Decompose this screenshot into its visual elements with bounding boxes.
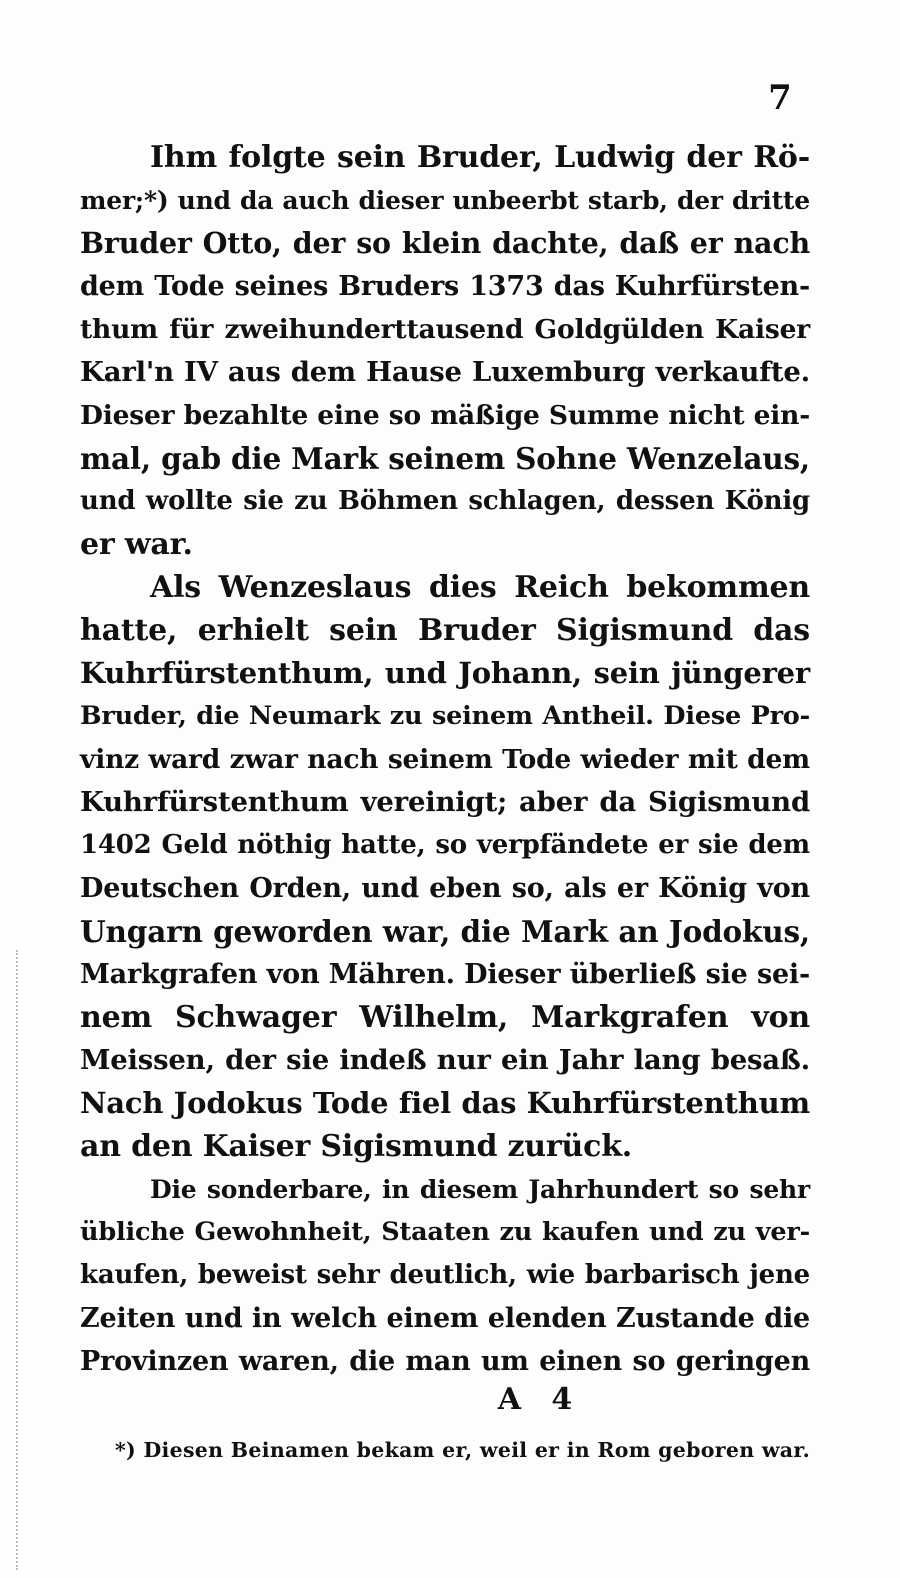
page-number: 7 — [768, 78, 792, 118]
text-line: nem Schwager Wilhelm, Markgrafen von — [80, 1000, 810, 1035]
text-line: thum für zweihunderttausend Goldgülden Kaiser — [80, 314, 810, 345]
signature-mark: A 4 — [497, 1382, 583, 1417]
text-line: Karl'n IV aus dem Hause Luxemburg verkaufte. — [80, 356, 810, 388]
text-line: und wollte sie zu Böhmen schlagen, dessen König — [80, 486, 810, 516]
paragraph-2 — [80, 566, 810, 1168]
paragraph-1 — [80, 136, 810, 566]
text-line: Dieser bezahlte eine so mäßige Summe nicht ein- — [80, 400, 810, 431]
text-line: Ihm folgte sein Bruder, Ludwig der Rö- — [150, 140, 810, 175]
body-text — [80, 136, 810, 1383]
text-line: mal, gab die Mark seinem Sohne Wenzelaus, — [80, 441, 810, 476]
text-line: Bruder Otto, der so klein dachte, daß er nach — [80, 226, 810, 260]
text-line: Zeiten und in welch einem elenden Zustande die — [80, 1303, 810, 1334]
text-line: Als Wenzeslaus dies Reich bekommen — [150, 570, 810, 605]
text-line: kaufen, beweist sehr deutlich, wie barbarisch jene — [80, 1260, 810, 1290]
paragraph-3 — [80, 1168, 810, 1383]
text-line: Deutschen Orden, und eben so, als er König von — [80, 873, 810, 904]
text-line: Markgrafen von Mähren. Dieser überließ sie sei- — [80, 959, 810, 990]
text-line: Kuhrfürstenthum vereinigt; aber da Sigismund — [80, 786, 810, 818]
margin-artifact — [16, 950, 22, 1570]
text-line: an den Kaiser Sigismund zurück. — [80, 1129, 633, 1164]
text-line: er war. — [80, 527, 193, 562]
text-line: Ungarn geworden war, die Mark an Jodokus, — [80, 914, 810, 949]
footnote: *) Diesen Beinamen bekam er, weil er in Rom geboren war. — [115, 1438, 811, 1462]
text-line: mer;*) und da auch dieser unbeerbt starb, der dritte — [80, 186, 810, 215]
text-line: hatte, erhielt sein Bruder Sigismund das — [80, 613, 810, 648]
text-line: Meissen, der sie indeß nur ein Jahr lang besaß. — [80, 1044, 810, 1076]
text-line: Provinzen waren, die man um einen so geringen — [80, 1346, 810, 1377]
text-line: Bruder, die Neumark zu seinem Antheil. Diese Pro- — [80, 701, 810, 731]
text-line: übliche Gewohnheit, Staaten zu kaufen und zu ver- — [80, 1217, 810, 1247]
text-line: Nach Jodokus Tode fiel das Kuhrfürstenthum — [80, 1086, 810, 1120]
text-line: dem Tode seines Bruders 1373 das Kuhrfürsten- — [80, 271, 810, 302]
text-line: vinz ward zwar nach seinem Tode wieder mit dem — [80, 744, 810, 775]
text-line: Die sonderbare, in diesem Jahrhundert so sehr — [150, 1175, 810, 1204]
text-line: Kuhrfürstenthum, und Johann, sein jüngerer — [80, 656, 810, 690]
text-line: 1402 Geld nöthig hatte, so verpfändete er sie dem — [80, 830, 810, 860]
